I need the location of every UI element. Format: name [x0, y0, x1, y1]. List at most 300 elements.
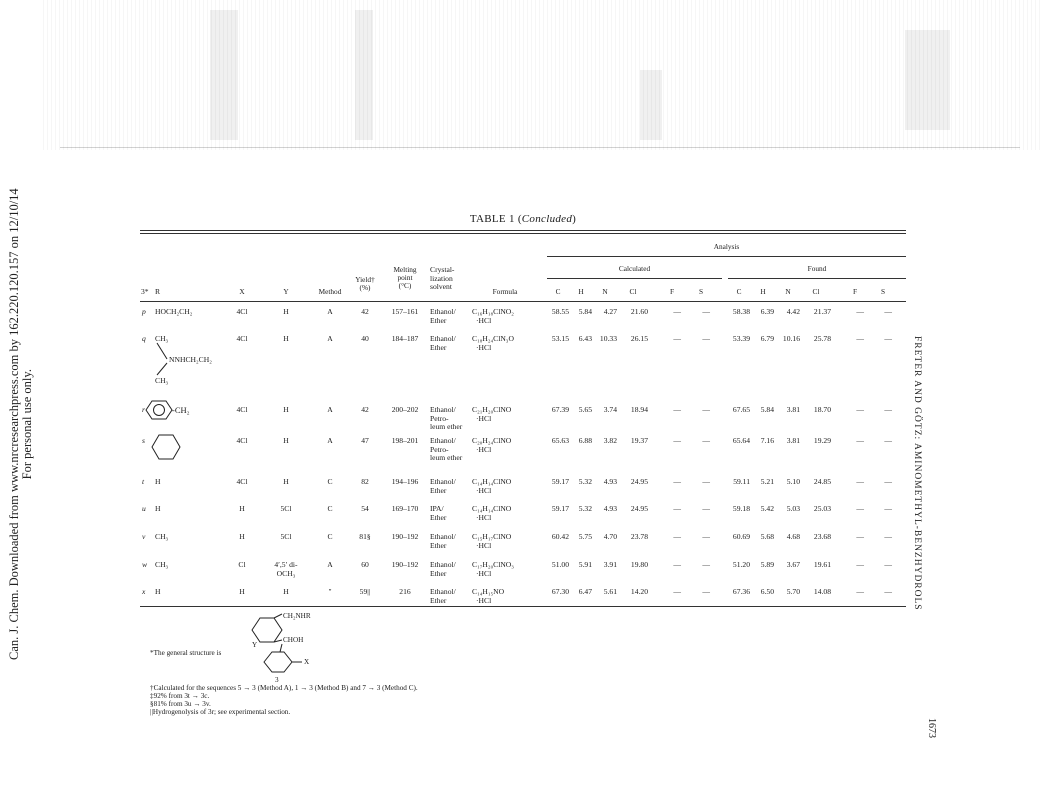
header-yield — [350, 276, 380, 292]
formula-salt: ·HCl — [476, 315, 492, 325]
calc-value: 59.17 — [551, 477, 569, 486]
formula-salt: ·HCl — [476, 413, 492, 423]
cell-method: A — [327, 334, 333, 343]
calc-value: 4.70 — [603, 532, 617, 541]
cell-y: H — [283, 587, 289, 596]
cell-r: H — [155, 504, 161, 513]
footnote-double-dagger: ‡92% from 3t → 3c. — [150, 692, 210, 700]
cell-melting-point: 198–201 — [391, 436, 419, 445]
found-value: — — [884, 405, 892, 414]
found-value: 65.64 — [732, 436, 750, 445]
header-found-element: H — [760, 287, 766, 296]
cell-yield: 54 — [361, 504, 369, 513]
found-value: 5.42 — [760, 504, 774, 513]
cell-method: C — [327, 532, 333, 541]
header-calc-element: S — [698, 287, 704, 296]
calc-value: 65.63 — [551, 436, 569, 445]
calc-value: 10.33 — [599, 334, 617, 343]
cell-formula — [472, 308, 514, 325]
ring — [146, 401, 172, 419]
found-value: — — [856, 307, 864, 316]
found-value: 14.08 — [813, 587, 831, 596]
cell-r: CH₃ — [155, 532, 169, 541]
found-value: 67.65 — [732, 405, 750, 414]
general-structure-label: *The general structure is — [150, 649, 222, 657]
calc-value: 4.93 — [603, 477, 617, 486]
cell-r: CH₃ — [155, 560, 169, 569]
calc-value: 5.32 — [578, 477, 592, 486]
cell-y: 5Cl — [280, 532, 292, 541]
found-value: — — [856, 560, 864, 569]
found-value: 5.70 — [786, 587, 800, 596]
found-value: 5.84 — [760, 405, 774, 414]
cell-method: A — [327, 560, 333, 569]
compound-id: s — [142, 436, 145, 445]
cell-x: 4Cl — [236, 405, 248, 414]
header-cryst — [430, 266, 454, 292]
found-value: 59.18 — [732, 504, 750, 513]
cell-yield: 40 — [361, 334, 369, 343]
calc-value: — — [673, 405, 681, 414]
found-value: — — [884, 477, 892, 486]
cell-formula — [472, 533, 511, 550]
ring-b — [264, 652, 292, 672]
calc-value: 19.37 — [630, 436, 648, 445]
header-formula: Formula — [492, 287, 518, 296]
cell-y: H — [283, 477, 289, 486]
found-value: 4.68 — [786, 532, 800, 541]
scan-noise-band — [40, 0, 1040, 150]
calculated-rule — [547, 278, 722, 279]
calc-value: 18.94 — [630, 405, 648, 414]
header-calculated: Calculated — [618, 264, 651, 273]
compound-id: q — [142, 334, 146, 343]
found-value: — — [856, 587, 864, 596]
formula-salt: ·HCl — [476, 485, 492, 495]
calc-value: — — [673, 334, 681, 343]
solvent-line: Ethanol/ — [430, 334, 456, 343]
found-value: 6.39 — [760, 307, 774, 316]
structure-s-cyclohexyl-icon — [147, 432, 187, 462]
found-value: — — [884, 532, 892, 541]
header-found-element: N — [785, 287, 791, 296]
cell-solvent — [430, 561, 456, 578]
calc-value: 3.91 — [603, 560, 617, 569]
solvent-line: Ether — [430, 485, 447, 495]
cell-method: A — [327, 307, 333, 316]
found-value: 19.29 — [813, 436, 831, 445]
cell-melting-point: 190–192 — [391, 560, 419, 569]
solvent-line: Ethanol/ — [430, 436, 456, 445]
top-rule-double — [140, 233, 906, 234]
solvent-line: Petro- — [430, 444, 449, 454]
calc-value: 51.00 — [551, 560, 569, 569]
gs-number: 3 — [275, 676, 279, 684]
header-melting-line: (°C) — [398, 281, 412, 291]
formula-salt: ·HCl — [476, 540, 492, 550]
solvent-line: Ethanol/ — [430, 477, 456, 486]
compound-id: v — [142, 532, 146, 541]
formula-salt: ·HCl — [476, 342, 492, 352]
solvent-line: Petro- — [430, 413, 449, 423]
cell-method: A — [327, 436, 333, 445]
footnote-section: §81% from 3u → 3v. — [150, 700, 211, 708]
calc-value: — — [702, 560, 710, 569]
scan-smudge — [640, 70, 662, 140]
found-value: 6.50 — [760, 587, 774, 596]
cell-melting-point: 216 — [399, 587, 411, 596]
cell-y: H — [283, 307, 289, 316]
header-found-element: Cl — [812, 287, 820, 296]
formula-main: C₂₁H₂₀ClNO — [472, 405, 512, 414]
gs-choh: CHOH — [283, 636, 304, 644]
found-value: 21.37 — [813, 307, 831, 316]
found-value: 58.38 — [732, 307, 750, 316]
found-value: — — [884, 560, 892, 569]
found-value: 5.68 — [760, 532, 774, 541]
header-cryst-line: Crystal- — [430, 265, 455, 274]
formula-salt: ·HCl — [476, 512, 492, 522]
found-value: 4.42 — [786, 307, 800, 316]
header-found: Found — [807, 264, 827, 273]
running-head: FRETER AND GÖTZ: AMINOMETHYL-BENZHYDROLS — [912, 336, 922, 611]
watermark-line-2: For personal use only. — [20, 369, 34, 480]
q-hydrazine: NNHCH₂CH₂ — [169, 355, 212, 364]
scan-smudge — [355, 10, 373, 140]
formula-salt: ·HCl — [476, 444, 492, 454]
cell-formula — [472, 406, 511, 423]
found-value: — — [856, 405, 864, 414]
cell-solvent — [430, 308, 456, 325]
formula-main: C₁₆H₁₈ClNO₂ — [472, 307, 514, 316]
found-value: — — [856, 532, 864, 541]
compound-id: p — [142, 307, 146, 316]
found-value: 59.11 — [733, 477, 750, 486]
caption-italic: Concluded — [521, 213, 573, 225]
found-value: 5.10 — [786, 477, 800, 486]
cell-y: H — [283, 436, 289, 445]
q-top-ch3: CH₃ — [155, 334, 169, 343]
table-caption — [140, 213, 906, 225]
footnote-calculated: †Calculated for the sequences 5 → 3 (Method A), 1 → 3 (Method B) and 7 → 3 (Method C). — [150, 684, 418, 692]
solvent-line: Ether — [430, 342, 447, 352]
found-value: — — [884, 436, 892, 445]
cell-yield: 42 — [361, 307, 369, 316]
cell-r: HOCH₂CH₂ — [155, 307, 193, 316]
cell-solvent — [430, 478, 456, 495]
cell-x: H — [239, 532, 245, 541]
header-y: Y — [283, 287, 289, 296]
cell-solvent — [430, 406, 462, 432]
solvent-line: Ethanol/ — [430, 587, 456, 596]
bottom-rule — [140, 606, 906, 607]
calc-value: — — [702, 405, 710, 414]
header-found-element: C — [736, 287, 742, 296]
cell-formula — [472, 588, 504, 605]
calc-value: 3.82 — [603, 436, 617, 445]
cell-solvent — [430, 588, 456, 605]
header-calc-element: H — [578, 287, 584, 296]
header-analysis: Analysis — [713, 242, 740, 251]
calc-value: 60.42 — [551, 532, 569, 541]
calc-value: — — [702, 477, 710, 486]
header-yield-line: (%) — [359, 283, 371, 293]
ring-a — [252, 618, 282, 642]
compound-id: t — [142, 477, 145, 486]
header-rule — [140, 301, 906, 302]
calc-value: 19.80 — [630, 560, 648, 569]
calc-value: 26.15 — [630, 334, 648, 343]
cell-r: H — [155, 587, 161, 596]
footnote-parallel: ||Hydrogenolysis of 3r; see experimental section. — [150, 708, 291, 716]
calc-value: — — [673, 504, 681, 513]
solvent-line: Ether — [430, 512, 447, 522]
cell-formula — [472, 561, 514, 578]
cell-solvent — [430, 437, 462, 463]
cell-x: 4Cl — [236, 334, 248, 343]
calc-value: 4.93 — [603, 504, 617, 513]
cell-x: 4Cl — [236, 436, 248, 445]
solvent-line: Ether — [430, 595, 447, 605]
calc-value: 5.84 — [578, 307, 592, 316]
calc-value: — — [702, 436, 710, 445]
cell-melting-point: 200–202 — [391, 405, 419, 414]
calc-value: — — [673, 560, 681, 569]
calc-value: 5.61 — [603, 587, 617, 596]
calc-value: — — [702, 307, 710, 316]
bond — [157, 363, 167, 375]
calc-value: 24.95 — [630, 477, 648, 486]
analysis-rule — [547, 256, 906, 257]
cell-x: Cl — [238, 560, 246, 569]
compound-id: r — [142, 405, 145, 414]
calc-value: 6.47 — [578, 587, 592, 596]
found-value: — — [856, 504, 864, 513]
header-melting — [385, 266, 425, 291]
found-value: — — [856, 477, 864, 486]
cell-yield: 59|| — [359, 587, 371, 596]
calc-value: 23.78 — [630, 532, 648, 541]
calc-value: 14.20 — [630, 587, 648, 596]
gs-ch2nhr: CH₂NHR — [283, 612, 311, 620]
found-value: 19.61 — [813, 560, 831, 569]
cell-yield: 60 — [361, 560, 369, 569]
found-value: — — [856, 334, 864, 343]
cell-melting-point: 190–192 — [391, 532, 419, 541]
calc-value: — — [673, 307, 681, 316]
calc-value: 67.39 — [551, 405, 569, 414]
calc-value: 67.30 — [551, 587, 569, 596]
header-cryst-line: solvent — [430, 282, 452, 292]
found-value: 7.16 — [760, 436, 774, 445]
found-value: — — [884, 307, 892, 316]
cell-yield: 47 — [361, 436, 369, 445]
formula-main: C₁₈H₂₄ClN₃O — [472, 334, 514, 343]
header-compound: 3* — [141, 287, 149, 296]
cell-y: H — [283, 405, 289, 414]
calc-value: — — [673, 532, 681, 541]
r-ch2: -CH₂ — [172, 405, 190, 415]
cell-yield: 81§ — [359, 532, 371, 541]
scan-edge-line — [60, 147, 1020, 148]
cell-solvent — [430, 505, 446, 522]
solvent-line: Ether — [430, 568, 447, 578]
found-value: 25.78 — [813, 334, 831, 343]
cell-yield: 82 — [361, 477, 369, 486]
found-value: 5.21 — [760, 477, 774, 486]
solvent-line: Ether — [430, 315, 447, 325]
calc-value: — — [702, 532, 710, 541]
formula-main: C₁₇H₂₀ClNO₃ — [472, 560, 514, 569]
calc-value: — — [702, 334, 710, 343]
compound-id: w — [142, 560, 148, 569]
found-value: 24.85 — [813, 477, 831, 486]
found-value: 10.16 — [782, 334, 800, 343]
found-value: 51.20 — [732, 560, 750, 569]
solvent-line: Ethanol/ — [430, 307, 456, 316]
found-value: 53.39 — [732, 334, 750, 343]
found-value: 5.03 — [786, 504, 800, 513]
found-rule — [728, 278, 906, 279]
page-number: 1673 — [926, 718, 937, 738]
gs-x: X — [304, 658, 310, 666]
header-calc-element: Cl — [629, 287, 637, 296]
calc-value: 4.27 — [603, 307, 617, 316]
cell-y: 4′,5′ di-OCH₃ — [274, 560, 298, 578]
ring — [152, 435, 180, 459]
found-value: 25.03 — [813, 504, 831, 513]
calc-value: 21.60 — [630, 307, 648, 316]
found-value: 60.69 — [732, 532, 750, 541]
cell-method: C — [327, 504, 333, 513]
calc-value: 24.95 — [630, 504, 648, 513]
header-cryst-line: lization — [430, 273, 453, 283]
formula-main: C₁₄H₁₅NO — [472, 587, 505, 596]
found-value: — — [884, 504, 892, 513]
calc-value: — — [702, 587, 710, 596]
solvent-line: Ether — [430, 540, 447, 550]
header-method: Method — [318, 287, 342, 296]
formula-salt: ·HCl — [476, 568, 492, 578]
cell-x: 4Cl — [236, 307, 248, 316]
calc-value: 5.75 — [578, 532, 592, 541]
solvent-line: leum ether — [430, 422, 463, 432]
cell-method: A — [327, 405, 333, 414]
cell-melting-point: 169–170 — [391, 504, 419, 513]
calc-value: 5.91 — [578, 560, 592, 569]
header-r: R — [155, 287, 161, 296]
cell-melting-point: 194–196 — [391, 477, 419, 486]
cell-method: " — [328, 587, 332, 596]
found-value: 23.68 — [813, 532, 831, 541]
cell-solvent — [430, 335, 456, 352]
caption-prefix: TABLE 1 ( — [469, 213, 522, 225]
calc-value: 53.15 — [551, 334, 569, 343]
solvent-line: Ethanol/ — [430, 405, 456, 414]
formula-main: C₁₄H₁₄ClNO — [472, 504, 512, 513]
found-value: 18.70 — [813, 405, 831, 414]
cell-melting-point: 184–187 — [391, 334, 419, 343]
found-value: 5.89 — [760, 560, 774, 569]
bond — [157, 343, 167, 359]
calc-value: 5.32 — [578, 504, 592, 513]
header-found-element: F — [852, 287, 858, 296]
top-rule — [140, 230, 906, 231]
cell-formula — [472, 437, 511, 454]
cell-formula — [472, 335, 514, 352]
cell-y: H — [283, 334, 289, 343]
header-melting-line: Melting — [393, 265, 417, 274]
header-calc-element: F — [669, 287, 675, 296]
cell-formula — [472, 505, 511, 522]
calc-value: 5.65 — [578, 405, 592, 414]
solvent-line: leum ether — [430, 453, 463, 463]
solvent-line: IPA/ — [430, 504, 444, 513]
scan-smudge — [905, 30, 950, 130]
solvent-line: Ethanol/ — [430, 560, 456, 569]
found-value: 3.67 — [786, 560, 800, 569]
cell-melting-point: 157–161 — [391, 307, 419, 316]
cell-method: C — [327, 477, 333, 486]
download-watermark — [8, 188, 34, 660]
calc-value: 58.55 — [551, 307, 569, 316]
header-found-element: S — [880, 287, 886, 296]
found-value: 3.81 — [786, 405, 800, 414]
formula-main: C₁₄H₁₄ClNO — [472, 477, 512, 486]
found-value: — — [884, 587, 892, 596]
bond — [274, 614, 282, 618]
calc-value: — — [673, 436, 681, 445]
scan-smudge — [210, 10, 238, 140]
cell-x: 4Cl — [236, 477, 248, 486]
calc-value: 3.74 — [603, 405, 617, 414]
calc-value: 59.17 — [551, 504, 569, 513]
compound-id: u — [142, 504, 146, 513]
found-value: 67.36 — [732, 587, 750, 596]
header-calc-element: N — [602, 287, 608, 296]
bond — [280, 644, 282, 652]
calc-value: — — [673, 477, 681, 486]
cell-x: H — [239, 504, 245, 513]
q-bottom-ch3: CH₃ — [155, 376, 169, 385]
compound-id: x — [142, 587, 146, 596]
calc-value: — — [673, 587, 681, 596]
found-value: 6.79 — [760, 334, 774, 343]
found-value: — — [856, 436, 864, 445]
cell-formula — [472, 478, 511, 495]
header-yield-line: Yield† — [355, 275, 375, 284]
calc-value: 6.88 — [578, 436, 592, 445]
formula-main: C₁₅H₁₇ClNO — [472, 532, 512, 541]
found-value: — — [884, 334, 892, 343]
cell-yield: 42 — [361, 405, 369, 414]
found-value: 3.81 — [786, 436, 800, 445]
calc-value: — — [702, 504, 710, 513]
header-x: X — [239, 287, 245, 296]
calc-value: 6.43 — [578, 334, 592, 343]
formula-salt: ·HCl — [476, 595, 492, 605]
cell-r: H — [155, 477, 161, 486]
gs-y: Y — [252, 641, 258, 649]
header-calc-element: C — [555, 287, 561, 296]
solvent-line: Ethanol/ — [430, 532, 456, 541]
caption-suffix: ) — [572, 213, 577, 225]
cell-x: H — [239, 587, 245, 596]
formula-main: C₂₀H₂₄ClNO — [472, 436, 512, 445]
aromatic-circle — [154, 405, 165, 416]
cell-y: 5Cl — [280, 504, 292, 513]
header-melting-line: point — [397, 273, 413, 283]
